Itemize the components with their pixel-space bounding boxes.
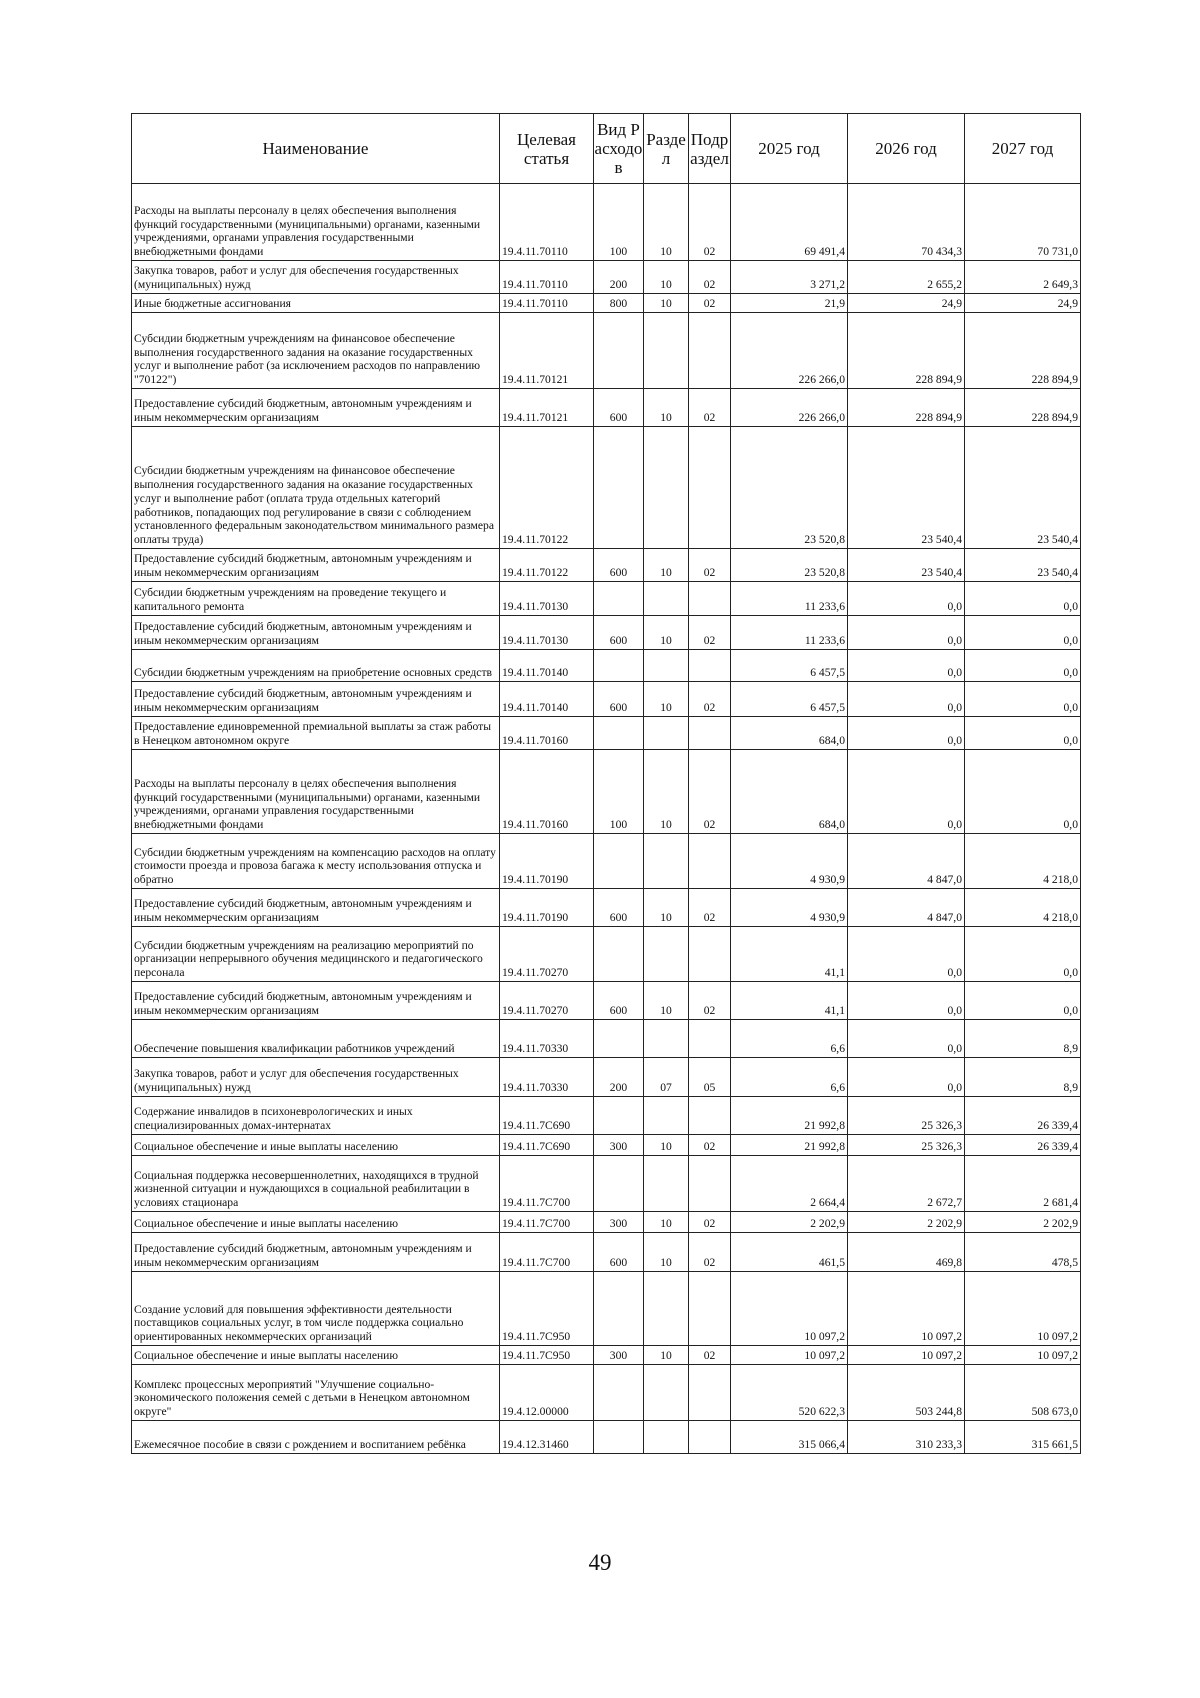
expense-type [594,1272,644,1346]
amount-2025: 684,0 [731,717,848,750]
amount-2026: 0,0 [848,1020,965,1058]
row-name: Социальное обеспечение и иные выплаты населению [132,1135,500,1156]
table-row [132,1346,1081,1365]
amount-2025: 10 097,2 [731,1346,848,1365]
section: 10 [644,982,689,1020]
amount-2026: 24,9 [848,294,965,313]
amount-2027: 8,9 [965,1020,1081,1058]
amount-2025: 2 202,9 [731,1212,848,1233]
amount-2025: 6,6 [731,1020,848,1058]
expense-type: 600 [594,616,644,650]
amount-2026: 25 326,3 [848,1135,965,1156]
row-name: Социальное обеспечение и иные выплаты населению [132,1346,500,1365]
amount-2026: 228 894,9 [848,313,965,389]
table-row [132,717,1081,750]
amount-2025: 10 097,2 [731,1272,848,1346]
subsection [689,427,731,549]
section [644,313,689,389]
budget-table [131,113,1081,1454]
subsection: 02 [689,294,731,313]
row-name: Расходы на выплаты персоналу в целях обеспечения выполнения функций государственными (муниципальными) органами, казенными учреждениями, органами управления государственными внебюджетными фондами [132,184,500,261]
expense-type: 300 [594,1212,644,1233]
header-subsection: Подраздел [689,114,731,184]
target-article: 19.4.11.70330 [500,1058,594,1097]
target-article: 19.4.11.70190 [500,834,594,889]
row-name: Предоставление субсидий бюджетным, автономным учреждениям и иным некоммерческим организациям [132,889,500,927]
amount-2027: 24,9 [965,294,1081,313]
amount-2025: 41,1 [731,982,848,1020]
amount-2025: 41,1 [731,927,848,982]
amount-2026: 10 097,2 [848,1272,965,1346]
amount-2025: 3 271,2 [731,261,848,294]
amount-2026: 4 847,0 [848,834,965,889]
subsection: 02 [689,1346,731,1365]
section: 10 [644,682,689,717]
amount-2027: 0,0 [965,927,1081,982]
subsection: 02 [689,889,731,927]
expense-type: 800 [594,294,644,313]
amount-2026: 2 202,9 [848,1212,965,1233]
section: 10 [644,184,689,261]
expense-type [594,582,644,616]
row-name: Предоставление субсидий бюджетным, автономным учреждениям и иным некоммерческим организациям [132,982,500,1020]
target-article: 19.4.11.70121 [500,313,594,389]
section [644,650,689,682]
table-row [132,582,1081,616]
amount-2027: 315 661,5 [965,1421,1081,1454]
amount-2026: 228 894,9 [848,389,965,427]
expense-type [594,1365,644,1421]
target-article: 19.4.11.7С950 [500,1346,594,1365]
page-number: 49 [588,1550,612,1575]
table-row [132,1365,1081,1421]
subsection: 02 [689,1135,731,1156]
header-row [132,114,1081,184]
section [644,1421,689,1454]
section: 10 [644,261,689,294]
row-name: Предоставление субсидий бюджетным, автономным учреждениям и иным некоммерческим организациям [132,682,500,717]
expense-type: 200 [594,261,644,294]
amount-2026: 70 434,3 [848,184,965,261]
amount-2027: 0,0 [965,582,1081,616]
row-name: Субсидии бюджетным учреждениям на проведение текущего и капитального ремонта [132,582,500,616]
table-row [132,682,1081,717]
target-article: 19.4.11.7С700 [500,1156,594,1212]
target-article: 19.4.11.70160 [500,750,594,834]
section [644,1365,689,1421]
expense-type: 600 [594,682,644,717]
expense-type: 600 [594,549,644,582]
amount-2026: 0,0 [848,1058,965,1097]
subsection [689,717,731,750]
amount-2025: 6 457,5 [731,650,848,682]
expense-type: 600 [594,1233,644,1272]
expense-type [594,427,644,549]
table-row [132,1097,1081,1135]
table-row [132,650,1081,682]
table-row [132,1421,1081,1454]
header-2027: 2027 год [965,114,1081,184]
expense-type: 200 [594,1058,644,1097]
table-row [132,1020,1081,1058]
amount-2026: 2 655,2 [848,261,965,294]
amount-2027: 4 218,0 [965,889,1081,927]
table-row [132,1233,1081,1272]
amount-2027: 2 649,3 [965,261,1081,294]
row-name: Создание условий для повышения эффективности деятельности поставщиков социальных услуг, в том числе поддержка социально ориентированных некоммерческих организаций [132,1272,500,1346]
amount-2025: 6 457,5 [731,682,848,717]
target-article: 19.4.11.7С690 [500,1135,594,1156]
amount-2026: 0,0 [848,750,965,834]
target-article: 19.4.11.70140 [500,650,594,682]
expense-type: 100 [594,184,644,261]
section: 10 [644,294,689,313]
subsection: 02 [689,1212,731,1233]
amount-2027: 10 097,2 [965,1272,1081,1346]
expense-type [594,927,644,982]
amount-2027: 70 731,0 [965,184,1081,261]
target-article: 19.4.11.70122 [500,427,594,549]
section [644,1156,689,1212]
table-row [132,294,1081,313]
amount-2026: 0,0 [848,717,965,750]
amount-2026: 10 097,2 [848,1346,965,1365]
table-row [132,927,1081,982]
header-2025: 2025 год [731,114,848,184]
amount-2027: 508 673,0 [965,1365,1081,1421]
subsection: 02 [689,261,731,294]
section: 10 [644,1346,689,1365]
row-name: Социальная поддержка несовершеннолетних, находящихся в трудной жизненной ситуации и нуждающихся в социальной реабилитации в условиях стационара [132,1156,500,1212]
table-row [132,549,1081,582]
subsection: 02 [689,184,731,261]
amount-2026: 4 847,0 [848,889,965,927]
subsection [689,1020,731,1058]
amount-2027: 228 894,9 [965,313,1081,389]
target-article: 19.4.11.70160 [500,717,594,750]
row-name: Субсидии бюджетным учреждениям на реализацию мероприятий по организации непрерывного обучения медицинского и педагогического персонала [132,927,500,982]
amount-2025: 23 520,8 [731,427,848,549]
amount-2027: 26 339,4 [965,1135,1081,1156]
expense-type [594,834,644,889]
table-row [132,1058,1081,1097]
expense-type: 300 [594,1135,644,1156]
table-row [132,427,1081,549]
target-article: 19.4.11.7С700 [500,1233,594,1272]
row-name: Расходы на выплаты персоналу в целях обеспечения выполнения функций государственными (муниципальными) органами, казенными учреждениями, органами управления государственными внебюджетными фондами [132,750,500,834]
row-name: Социальное обеспечение и иные выплаты населению [132,1212,500,1233]
table-body [132,184,1081,1454]
amount-2026: 25 326,3 [848,1097,965,1135]
section [644,1020,689,1058]
table-row [132,1272,1081,1346]
subsection [689,1421,731,1454]
target-article: 19.4.11.70122 [500,549,594,582]
amount-2027: 23 540,4 [965,427,1081,549]
table-row [132,750,1081,834]
row-name: Субсидии бюджетным учреждениям на финансовое обеспечение выполнения государственного задания на оказание государственных услуг и выполнение работ (оплата труда отдельных категорий работников, попадающих под регулирование в связи с соблюдением установленного федеральным законодательством минимального размера оплаты труда) [132,427,500,549]
subsection: 02 [689,982,731,1020]
amount-2026: 0,0 [848,582,965,616]
subsection: 02 [689,682,731,717]
header-expense-type: Вид Расходов [594,114,644,184]
target-article: 19.4.12.31460 [500,1421,594,1454]
target-article: 19.4.11.70110 [500,184,594,261]
subsection: 02 [689,549,731,582]
expense-type: 600 [594,389,644,427]
amount-2025: 11 233,6 [731,616,848,650]
amount-2027: 0,0 [965,717,1081,750]
amount-2027: 10 097,2 [965,1346,1081,1365]
target-article: 19.4.11.70130 [500,616,594,650]
header-2026: 2026 год [848,114,965,184]
amount-2026: 0,0 [848,982,965,1020]
section: 10 [644,389,689,427]
table-row [132,1135,1081,1156]
section: 10 [644,1212,689,1233]
target-article: 19.4.11.70130 [500,582,594,616]
row-name: Закупка товаров, работ и услуг для обеспечения государственных (муниципальных) нужд [132,1058,500,1097]
table-row [132,313,1081,389]
subsection [689,582,731,616]
subsection: 02 [689,616,731,650]
section: 10 [644,616,689,650]
amount-2027: 26 339,4 [965,1097,1081,1135]
row-name: Комплекс процессных мероприятий "Улучшение социально-экономического положения семей с детьми в Ненецком автономном округе" [132,1365,500,1421]
table-row [132,184,1081,261]
amount-2025: 4 930,9 [731,834,848,889]
table-row [132,389,1081,427]
subsection: 02 [689,1233,731,1272]
expense-type: 600 [594,982,644,1020]
table-row [132,1212,1081,1233]
subsection [689,1097,731,1135]
amount-2027: 8,9 [965,1058,1081,1097]
amount-2025: 21,9 [731,294,848,313]
amount-2025: 6,6 [731,1058,848,1097]
section [644,427,689,549]
expense-type [594,1097,644,1135]
amount-2025: 461,5 [731,1233,848,1272]
section [644,1097,689,1135]
subsection: 02 [689,750,731,834]
target-article: 19.4.11.70140 [500,682,594,717]
section [644,582,689,616]
amount-2026: 2 672,7 [848,1156,965,1212]
table-row [132,1156,1081,1212]
amount-2027: 0,0 [965,682,1081,717]
amount-2027: 478,5 [965,1233,1081,1272]
section: 10 [644,889,689,927]
amount-2025: 684,0 [731,750,848,834]
row-name: Предоставление субсидий бюджетным, автономным учреждениям и иным некоммерческим организациям [132,389,500,427]
expense-type [594,313,644,389]
header-name: Наименование [132,114,500,184]
section: 10 [644,1135,689,1156]
expense-type: 600 [594,889,644,927]
subsection: 05 [689,1058,731,1097]
amount-2026: 310 233,3 [848,1421,965,1454]
amount-2026: 23 540,4 [848,549,965,582]
target-article: 19.4.11.70121 [500,389,594,427]
header-section: Раздел [644,114,689,184]
row-name: Содержание инвалидов в психоневрологических и иных специализированных домах-интернатах [132,1097,500,1135]
section [644,834,689,889]
target-article: 19.4.11.70330 [500,1020,594,1058]
row-name: Субсидии бюджетным учреждениям на финансовое обеспечение выполнения государственного задания на оказание государственных услуг и выполнение работ (за исключением расходов по направлению "70122") [132,313,500,389]
amount-2026: 503 244,8 [848,1365,965,1421]
amount-2026: 23 540,4 [848,427,965,549]
amount-2025: 2 664,4 [731,1156,848,1212]
amount-2027: 228 894,9 [965,389,1081,427]
amount-2027: 2 681,4 [965,1156,1081,1212]
amount-2026: 0,0 [848,616,965,650]
amount-2027: 0,0 [965,750,1081,834]
amount-2027: 4 218,0 [965,834,1081,889]
amount-2025: 315 066,4 [731,1421,848,1454]
amount-2027: 23 540,4 [965,549,1081,582]
subsection [689,1365,731,1421]
amount-2027: 0,0 [965,616,1081,650]
amount-2025: 11 233,6 [731,582,848,616]
subsection [689,834,731,889]
amount-2026: 0,0 [848,682,965,717]
row-name: Предоставление субсидий бюджетным, автономным учреждениям и иным некоммерческим организациям [132,1233,500,1272]
subsection [689,650,731,682]
amount-2027: 2 202,9 [965,1212,1081,1233]
expense-type: 100 [594,750,644,834]
table-row [132,982,1081,1020]
target-article: 19.4.11.70270 [500,927,594,982]
row-name: Ежемесячное пособие в связи с рождением и воспитанием ребёнка [132,1421,500,1454]
header-article: Целевая статья [500,114,594,184]
row-name: Субсидии бюджетным учреждениям на приобретение основных средств [132,650,500,682]
expense-type [594,717,644,750]
table-row [132,834,1081,889]
amount-2027: 0,0 [965,982,1081,1020]
amount-2025: 21 992,8 [731,1097,848,1135]
subsection: 02 [689,389,731,427]
section: 10 [644,549,689,582]
amount-2025: 226 266,0 [731,389,848,427]
amount-2027: 0,0 [965,650,1081,682]
subsection [689,1272,731,1346]
section: 10 [644,1233,689,1272]
expense-type [594,650,644,682]
amount-2025: 226 266,0 [731,313,848,389]
expense-type [594,1020,644,1058]
target-article: 19.4.11.70110 [500,294,594,313]
expense-type [594,1421,644,1454]
subsection [689,313,731,389]
amount-2026: 0,0 [848,927,965,982]
table-row [132,616,1081,650]
amount-2026: 469,8 [848,1233,965,1272]
expense-type [594,1156,644,1212]
target-article: 19.4.11.7С690 [500,1097,594,1135]
row-name: Предоставление единовременной премиальной выплаты за стаж работы в Ненецком автономном округе [132,717,500,750]
row-name: Закупка товаров, работ и услуг для обеспечения государственных (муниципальных) нужд [132,261,500,294]
row-name: Иные бюджетные ассигнования [132,294,500,313]
amount-2025: 69 491,4 [731,184,848,261]
target-article: 19.4.11.7С950 [500,1272,594,1346]
section [644,927,689,982]
table-row [132,889,1081,927]
target-article: 19.4.11.7С700 [500,1212,594,1233]
amount-2026: 0,0 [848,650,965,682]
subsection [689,1156,731,1212]
target-article: 19.4.11.70270 [500,982,594,1020]
amount-2025: 21 992,8 [731,1135,848,1156]
table-row [132,261,1081,294]
row-name: Предоставление субсидий бюджетным, автономным учреждениям и иным некоммерческим организациям [132,549,500,582]
amount-2025: 520 622,3 [731,1365,848,1421]
row-name: Субсидии бюджетным учреждениям на компенсацию расходов на оплату стоимости проезда и провоза багажа к месту использования отпуска и обратно [132,834,500,889]
section: 07 [644,1058,689,1097]
amount-2025: 23 520,8 [731,549,848,582]
section: 10 [644,750,689,834]
row-name: Обеспечение повышения квалификации работников учреждений [132,1020,500,1058]
target-article: 19.4.11.70190 [500,889,594,927]
expense-type: 300 [594,1346,644,1365]
row-name: Предоставление субсидий бюджетным, автономным учреждениям и иным некоммерческим организациям [132,616,500,650]
target-article: 19.4.11.70110 [500,261,594,294]
amount-2025: 4 930,9 [731,889,848,927]
subsection [689,927,731,982]
section [644,717,689,750]
target-article: 19.4.12.00000 [500,1365,594,1421]
section [644,1272,689,1346]
